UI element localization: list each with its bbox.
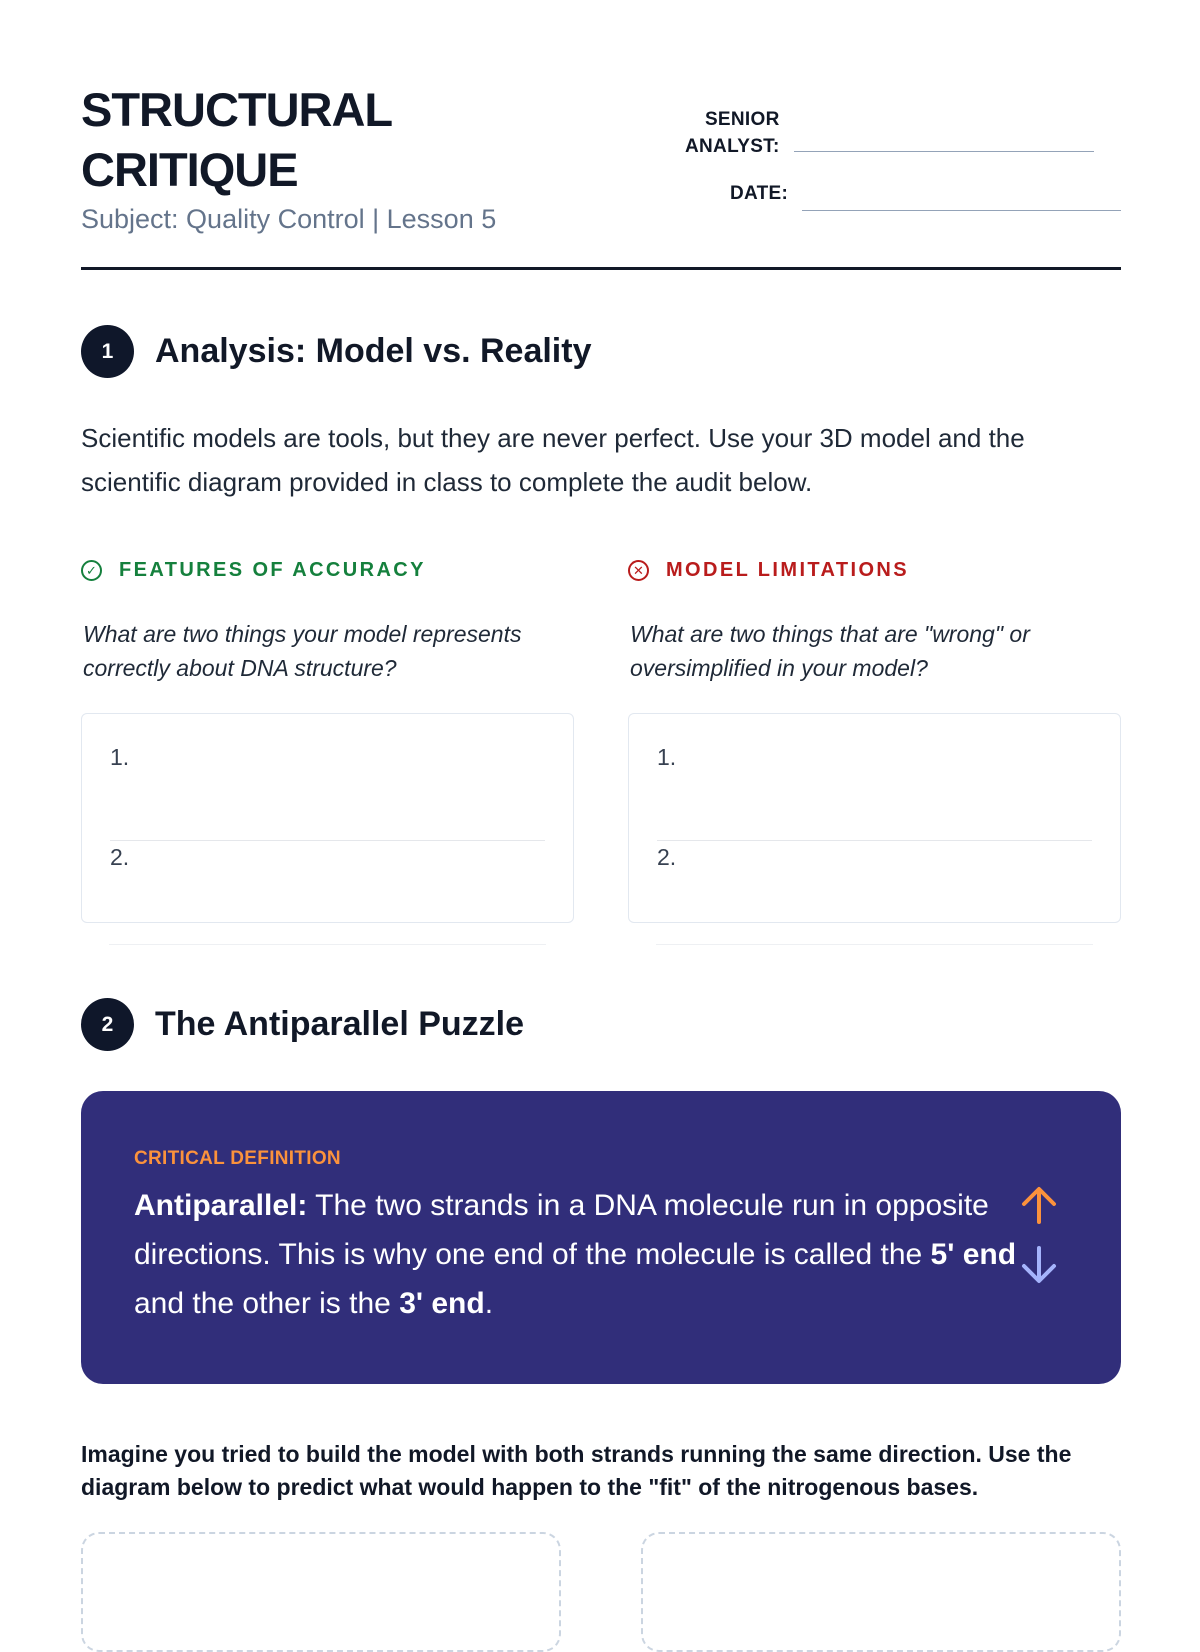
section-2-header — [81, 998, 524, 1051]
senior-analyst-input-line[interactable] — [794, 150, 1094, 152]
definition-text — [134, 1181, 1034, 1328]
definition-text-b: and the other is the — [134, 1287, 400, 1320]
senior-analyst-field[interactable] — [685, 106, 1094, 160]
limitations-column — [628, 555, 1121, 923]
definition-text-c: . — [484, 1287, 494, 1320]
senior-analyst-label: SENIOR ANALYST: — [685, 109, 780, 157]
check-circle-icon: ✓ — [81, 560, 102, 581]
definition-card — [81, 1091, 1121, 1384]
accuracy-item-2: 2. — [110, 844, 130, 870]
limitations-item-divider — [657, 840, 1092, 841]
section-1-intro: Scientific models are tools, but they are never perfect. Use your 3D model and the scientific diagram provided in class to complete the audit below. — [81, 423, 1025, 497]
diagram-drop-area-left[interactable] — [81, 1532, 561, 1652]
three-prime-end: 3' end — [399, 1287, 485, 1320]
definition-kicker: CRITICAL DEFINITION — [134, 1148, 341, 1169]
title-line-2: CRITIQUE — [81, 143, 298, 196]
limitations-item-1: 1. — [657, 744, 677, 770]
arrow-down-icon — [1019, 1244, 1059, 1286]
section-2-number-badge: 2 — [81, 998, 134, 1051]
accuracy-item-divider — [110, 840, 545, 841]
limitations-heading — [628, 555, 1121, 585]
section-2-prompt: Imagine you tried to build the model with both strands running the same direction. Use the diagram below to predict what would happen to the "fit" of the nitrogenous bases. — [81, 1441, 1072, 1500]
arrow-up-icon — [1019, 1184, 1059, 1226]
accuracy-column — [81, 555, 574, 923]
date-field[interactable] — [730, 180, 1121, 207]
accuracy-extra-rule — [109, 944, 546, 945]
limitations-extra-rule — [656, 944, 1093, 945]
limitations-item-2: 2. — [657, 844, 677, 870]
diagram-drop-area-right[interactable] — [641, 1532, 1121, 1652]
page-title — [81, 80, 501, 200]
accuracy-answer-box[interactable] — [81, 713, 574, 923]
title-line-1: STRUCTURAL — [81, 83, 393, 136]
section-1-header — [81, 325, 592, 378]
page-subtitle: Subject: Quality Control | Lesson 5 — [81, 204, 497, 234]
accuracy-prompt: What are two things your model represents correctly about DNA structure? — [83, 621, 522, 681]
section-2-title: The Antiparallel Puzzle — [155, 1005, 525, 1043]
definition-term: Antiparallel: — [134, 1189, 308, 1222]
x-circle-icon: ✕ — [628, 560, 649, 581]
accuracy-item-1: 1. — [110, 744, 130, 770]
accuracy-heading — [81, 555, 574, 585]
worksheet-page — [81, 0, 1121, 1600]
header-divider — [81, 267, 1121, 270]
date-label: DATE: — [730, 183, 789, 204]
section-1-title: Analysis: Model vs. Reality — [155, 332, 592, 370]
limitations-answer-box[interactable] — [628, 713, 1121, 923]
accuracy-label: FEATURES OF ACCURACY — [119, 558, 426, 581]
section-1-number-badge: 1 — [81, 325, 134, 378]
date-input-line[interactable] — [802, 209, 1121, 211]
five-prime-end: 5' end — [930, 1238, 1017, 1271]
limitations-label: MODEL LIMITATIONS — [666, 558, 910, 581]
limitations-prompt: What are two things that are "wrong" or oversimplified in your model? — [630, 621, 1030, 681]
definition-text-a: The two strands in a DNA molecule run in opposite directions. This is why one end of the molecule is called the — [134, 1189, 989, 1271]
